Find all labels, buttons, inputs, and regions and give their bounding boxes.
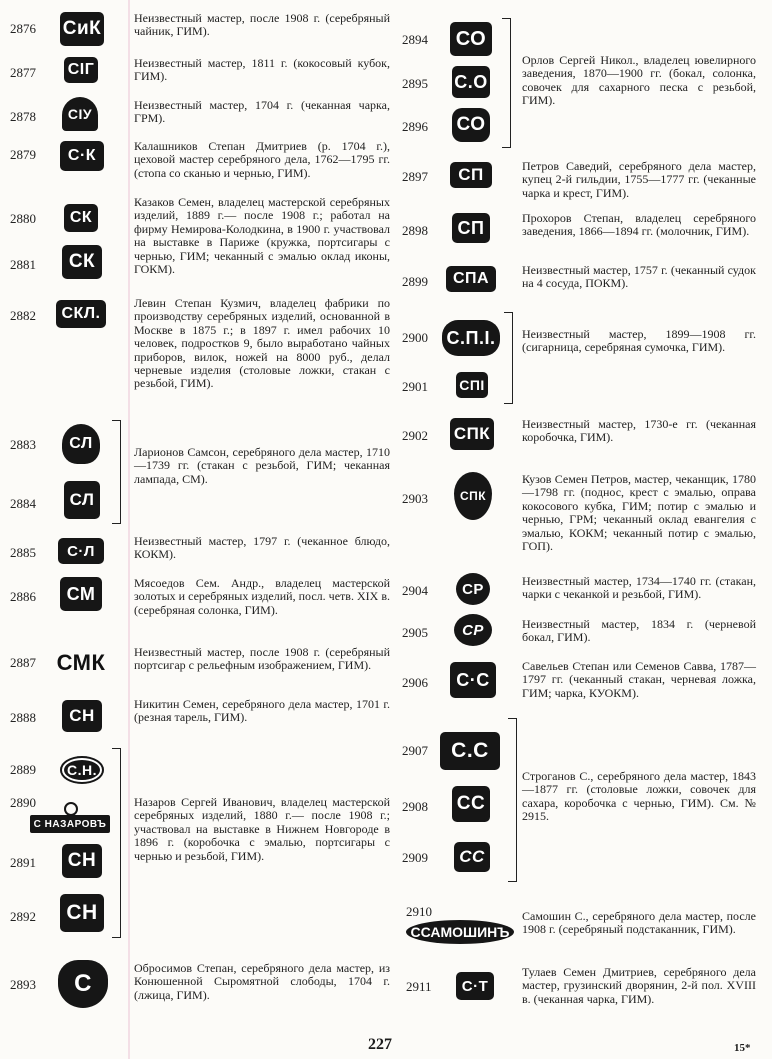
entry-number: 2895 — [402, 76, 428, 91]
entry-number: 2892 — [10, 909, 36, 924]
entry-description: Прохоров Степан, владелец серебряного заведения, 1866—1894 гг. (молочник, ГИМ). — [522, 211, 756, 239]
group-brace — [112, 420, 121, 524]
entry-number: 2909 — [402, 850, 428, 865]
entry-number: 2905 — [402, 625, 428, 640]
entry-number: 2886 — [10, 589, 36, 604]
hallmark: СПА — [446, 266, 496, 292]
hallmark: СР — [454, 614, 492, 646]
hallmark: С НАЗАРОВЪ — [30, 815, 110, 833]
entry-number: 2884 — [10, 496, 36, 511]
entry-number: 2902 — [402, 428, 428, 443]
hallmark: СМК — [56, 650, 106, 675]
hallmark: С.О — [452, 66, 490, 98]
entry-number: 2907 — [402, 743, 428, 758]
entry-description: Мясоедов Сем. Андр., владелец мастерской золотых и серебряных изделий, посл. четв. XIX в. (серебряная солонка, ГИМ). — [134, 576, 390, 617]
entry-number: 2889 — [10, 762, 36, 777]
hallmark: СР — [456, 573, 490, 605]
entry-number: 2882 — [10, 308, 36, 323]
group-brace — [502, 18, 511, 148]
entry-number: 2881 — [10, 257, 36, 272]
entry-number: 2891 — [10, 855, 36, 870]
entry-number: 2880 — [10, 211, 36, 226]
hallmark: СКЛ. — [56, 300, 106, 328]
entry-description: Петров Саведий, серебряного дела мастер, купец 2-й гильдии, 1755—1777 гг. (чеканные чарка и крест, ГИМ). — [522, 159, 756, 200]
hallmark: СП — [452, 213, 490, 243]
hallmark: С.П.I. — [442, 320, 500, 356]
hallmark: СН — [62, 844, 102, 878]
entry-number: 2903 — [402, 491, 428, 506]
hallmark: С.Н. — [60, 756, 104, 784]
hallmark: СС — [452, 786, 490, 822]
entry-number: 2901 — [402, 379, 428, 394]
hallmark: ССАМОШИНЪ — [406, 920, 514, 944]
hallmark: СК — [62, 245, 102, 279]
entry-description: Обросимов Степан, серебряного дела мастер, из Конюшенной Сыромятной слободы, 1704 г. (лжица, ГИМ). — [134, 961, 390, 1002]
entry-number: 2877 — [10, 65, 36, 80]
entry-description: Самошин С., серебряного дела мастер, после 1908 г. (серебряный подстаканник, ГИМ). — [522, 909, 756, 937]
entry-number: 2910 — [406, 904, 432, 919]
entry-description: Неизвестный мастер, 1797 г. (чеканное блюдо, КОКМ). — [134, 534, 390, 562]
entry-description: Неизвестный мастер, 1811 г. (кокосовый кубок, ГИМ). — [134, 56, 390, 84]
entry-description: Неизвестный мастер, 1757 г. (чеканный судок на 4 сосуда, ПОКМ). — [522, 263, 756, 291]
hallmark: С.С — [440, 732, 500, 770]
entry-description: Назаров Сергей Иванович, владелец мастерской серебряных изделий, 1880 г.— после 1908 г.; участвовал на выставке в Нижнем Новгороде в 1896 г. (коробочка с эмалью, портсигары с чернью и резьбой, ГИМ). — [134, 795, 390, 863]
hallmark: С·К — [60, 141, 104, 171]
hallmark: СПК — [454, 472, 492, 520]
entry-description: Левин Степан Кузмич, владелец фабрики по производству серебряных изделий, основанной в Москве в 1875 г.; в 1897 г. имел рабочих 10 человек, подростков 9, было выработано чайных приборов, вилок, ножей на 8000 руб., делал черневые изделия (столовые ложки, стакан с резьбой, ГИМ). — [134, 296, 390, 391]
hallmark: СМ — [60, 577, 102, 611]
entry-description: Неизвестный мастер, 1730-е гг. (чеканная коробочка, ГИМ). — [522, 417, 756, 445]
entry-description: Неизвестный мастер, 1899—1908 гг. (сигарница, серебряная сумочка, ГИМ). — [522, 327, 756, 355]
hallmark: СК — [64, 204, 98, 232]
entry-number: 2883 — [10, 437, 36, 452]
entry-description: Кузов Семен Петров, мастер, чеканщик, 1780—1798 гг. (поднос, крест с эмалью, оправа кокосового кубка, ГИМ; потир с эмалью и чернью, ГРМ; чеканный оклад евангелия с эмалью, КОКМ; чеканный потир с эмалью, ГОП). — [522, 472, 756, 554]
printer-signature: 15* — [734, 1042, 751, 1054]
entry-description: Ларионов Самсон, серебряного дела мастер, 1710—1739 гг. (стакан с резьбой, ГИМ; чеканная лампада, СМ). — [134, 445, 390, 486]
hallmark: СП — [450, 162, 492, 188]
entry-description: Никитин Семен, серебряного дела мастер, 1701 г. (резная тарель, ГИМ). — [134, 697, 390, 725]
entry-description: Строганов С., серебряного дела мастер, 1843—1877 гг. (столовые ложки, совочек для сахара, коробочка с чернью, ГИМ). См. № 2915. — [522, 769, 756, 824]
page-number: 227 — [368, 1036, 392, 1053]
hallmark: С·С — [450, 662, 496, 698]
entry-number: 2899 — [402, 274, 428, 289]
hallmark: СО — [450, 22, 492, 56]
hallmark: СПI — [456, 372, 488, 398]
ring-ornament — [64, 802, 78, 816]
hallmark: С·Т — [456, 972, 494, 1000]
entry-number: 2890 — [10, 795, 36, 810]
hallmark: С·Л — [58, 538, 104, 564]
hallmark: С — [58, 960, 108, 1008]
entry-number: 2878 — [10, 109, 36, 124]
hallmark: СН — [60, 894, 104, 932]
entry-description: Тулаев Семен Дмитриев, серебряного дела мастер, грузинский дворянин, 2-й пол. XVIII в. (чеканная чарка, ГИМ). — [522, 965, 756, 1006]
entry-number: 2904 — [402, 583, 428, 598]
entry-number: 2879 — [10, 147, 36, 162]
hallmark: СЛ — [62, 424, 100, 464]
entry-description: Казаков Семен, владелец мастерской серебряных изделий, 1889 г.— после 1908 г.; работал на фирму Немирова-Колодкина, в 1900 г. участвовал на выставке в Париже (кружка, портсигары с чернью, ГИМ; чеканный с эмалью оклад иконы, ГОКМ). — [134, 195, 390, 277]
entry-number: 2888 — [10, 710, 36, 725]
group-brace — [112, 748, 121, 938]
entry-description: Неизвестный мастер, 1704 г. (чеканная чарка, ГРМ). — [134, 98, 390, 126]
entry-description: Неизвестный мастер, после 1908 г. (серебряный чайник, ГИМ). — [134, 11, 390, 39]
hallmark: СIГ — [64, 57, 98, 83]
entry-description: Калашников Степан Дмитриев (р. 1704 г.), цеховой мастер серебряного дела, 1762—1795 гг. (стопа со сканью и чернью, ГИМ). — [134, 139, 390, 180]
entry-number: 2897 — [402, 169, 428, 184]
page-gutter — [128, 0, 130, 1059]
group-brace — [508, 718, 517, 882]
hallmark: СиК — [60, 12, 104, 46]
entry-description: Неизвестный мастер, 1834 г. (черневой бокал, ГИМ). — [522, 617, 756, 645]
hallmark: СIУ — [62, 97, 98, 131]
entry-number: 2893 — [10, 977, 36, 992]
entry-number: 2894 — [402, 32, 428, 47]
entry-description: Неизвестный мастер, 1734—1740 гг. (стакан, чарки с чеканкой и резьбой, ГИМ). — [522, 574, 756, 602]
entry-number: 2896 — [402, 119, 428, 134]
hallmark: СО — [452, 108, 490, 142]
group-brace — [504, 312, 513, 404]
entry-number: 2885 — [10, 545, 36, 560]
entry-number: 2876 — [10, 21, 36, 36]
hallmark: СН — [62, 700, 102, 732]
entry-number: 2911 — [406, 979, 432, 994]
entry-number: 2887 — [10, 655, 36, 670]
entry-number: 2898 — [402, 223, 428, 238]
hallmark: СЛ — [64, 481, 100, 519]
entry-description: Неизвестный мастер, после 1908 г. (серебряный портсигар с рельефным изображением, ГИМ). — [134, 645, 390, 673]
entry-description: Орлов Сергей Никол., владелец ювелирного заведения, 1870—1900 гг. (бокал, солонка, совочек для сахарного песка с резьбой, ГИМ). — [522, 53, 756, 108]
entry-number: 2900 — [402, 330, 428, 345]
entry-number: 2906 — [402, 675, 428, 690]
hallmark: СПК — [450, 418, 494, 450]
entry-description: Савельев Степан или Семенов Савва, 1787—1797 гг. (чеканный стакан, черневая ложка, ГИМ; чарка, КУОКМ). — [522, 659, 756, 700]
entry-number: 2908 — [402, 799, 428, 814]
hallmark: СС — [454, 842, 490, 872]
